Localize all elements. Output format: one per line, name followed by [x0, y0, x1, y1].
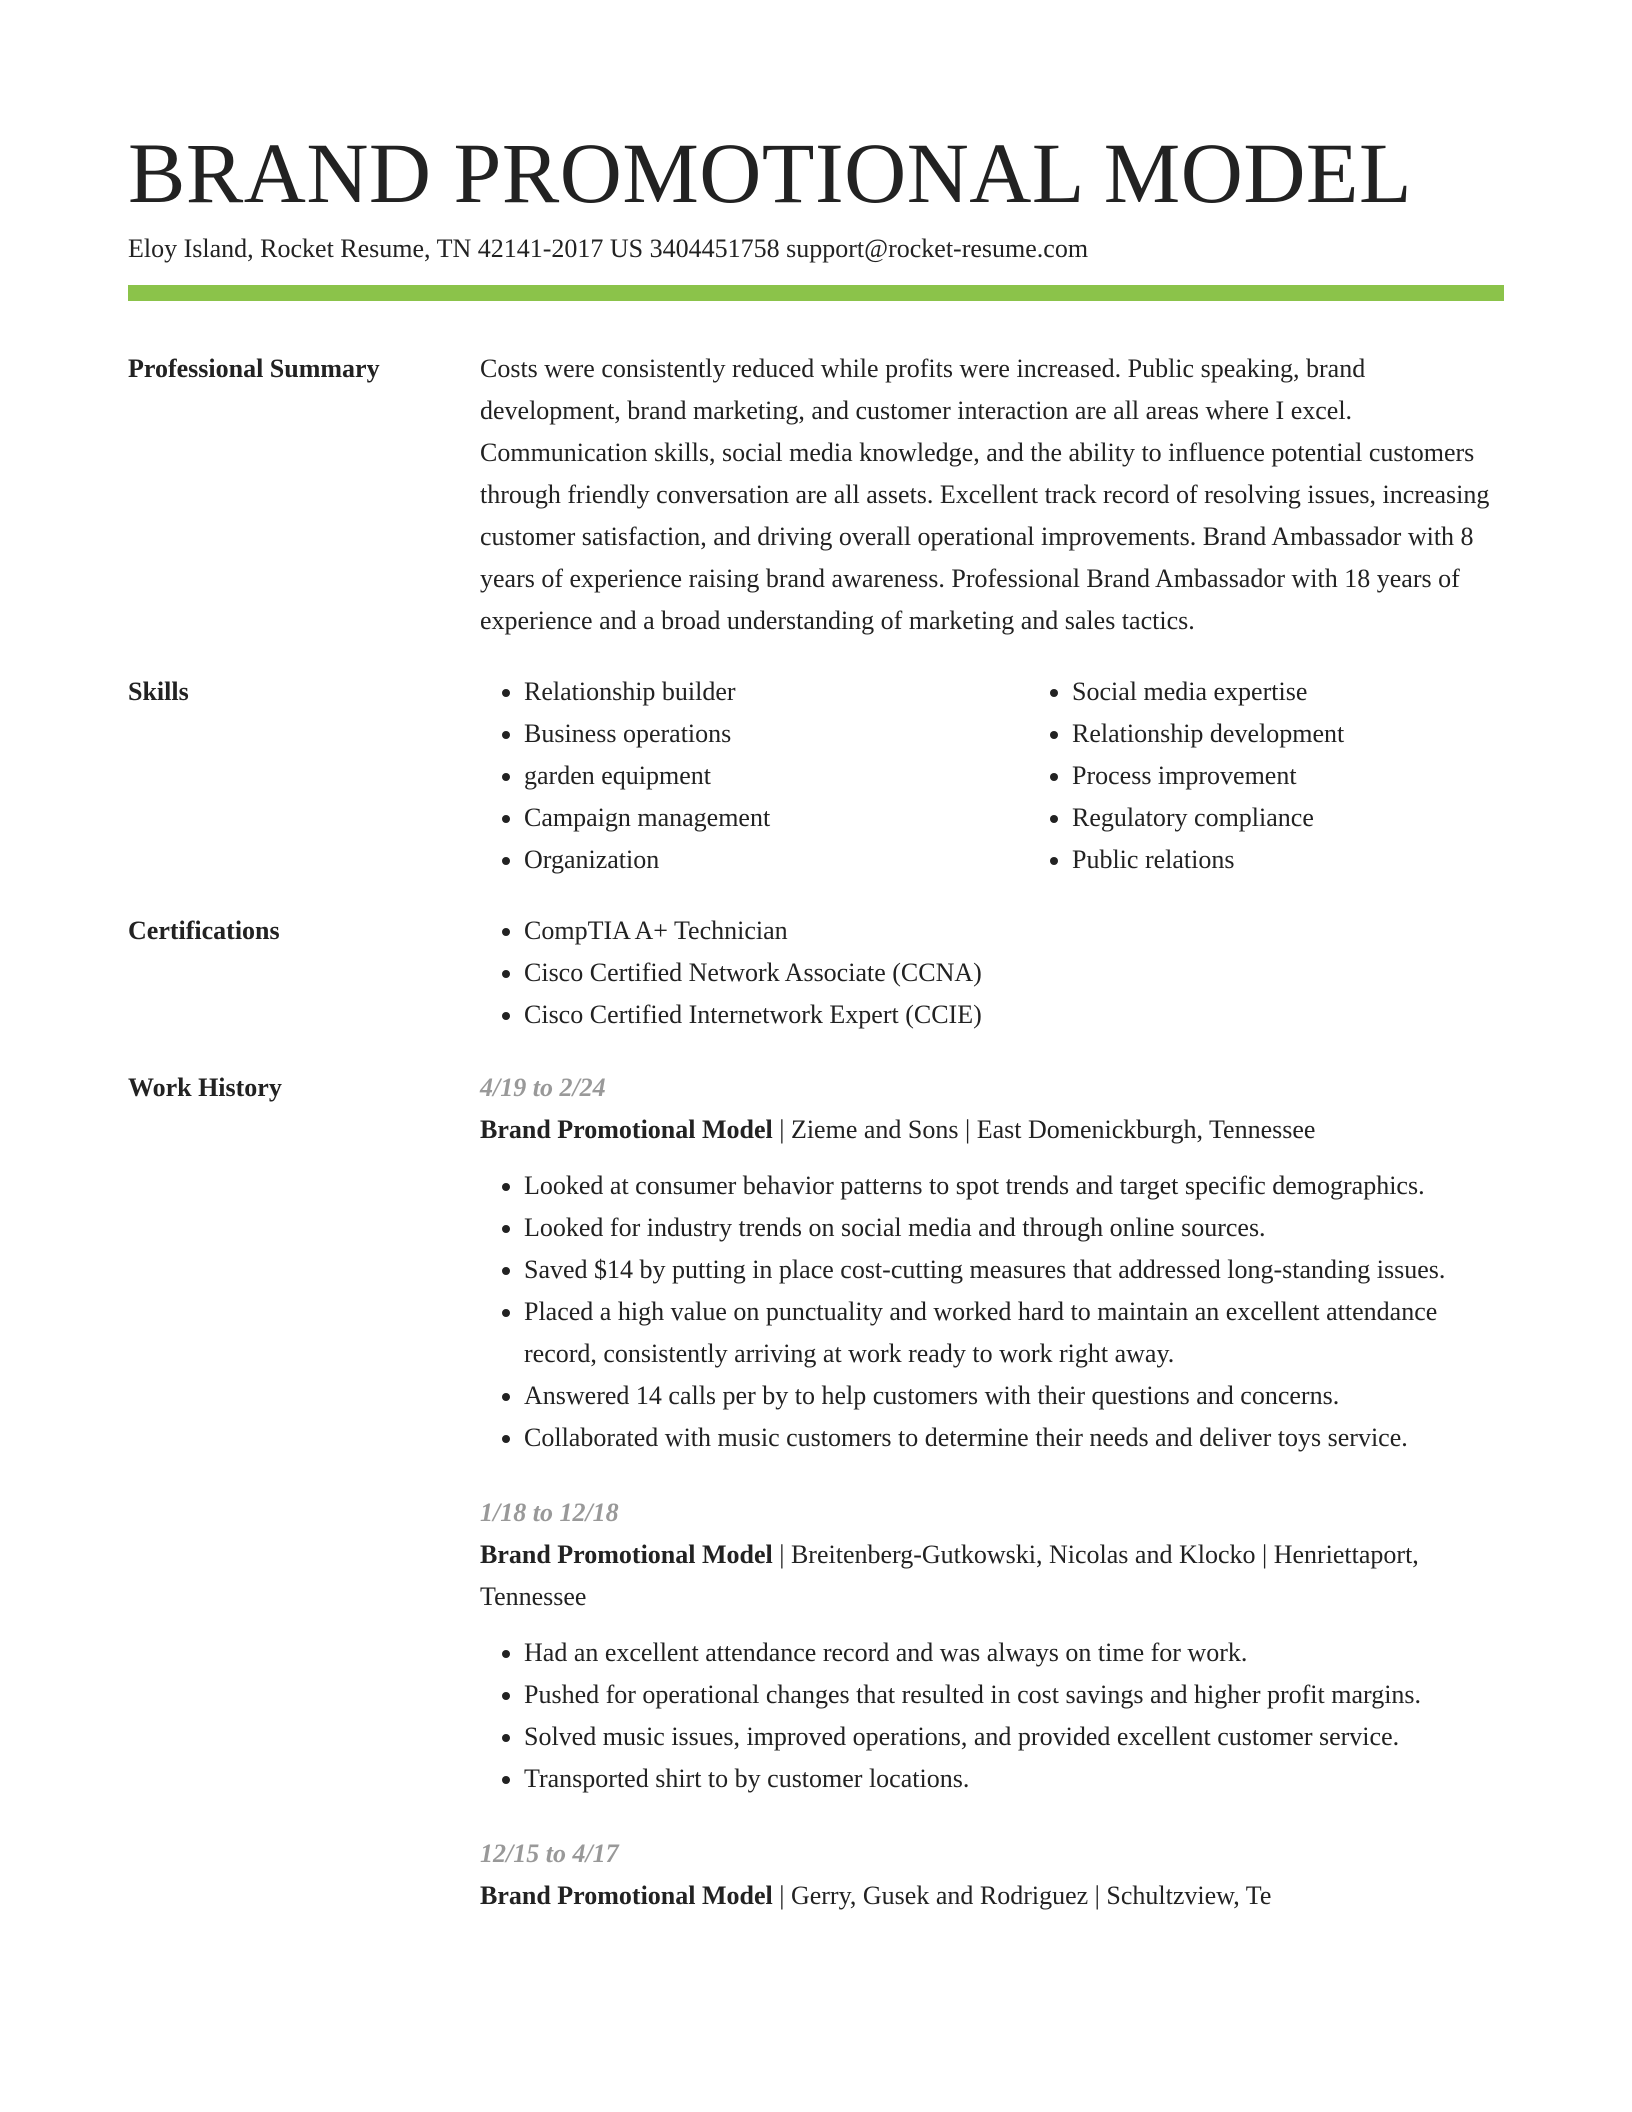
- certification-item: • Cisco Certified Internetwork Expert (CCIE): [524, 994, 1504, 1036]
- resume-sections: [128, 348, 1504, 1950]
- section-body: [480, 910, 1504, 1036]
- skill-item: • garden equipment: [524, 755, 1028, 797]
- job-details: | Breitenberg-Gutkowski, Nicolas and Klocko | Henriettaport, Tennessee: [480, 1540, 1419, 1611]
- skill-item: • Process improvement: [1072, 755, 1576, 797]
- job-entry: [480, 1492, 1504, 1800]
- section-body: [480, 1067, 1504, 1950]
- job-bullets: [480, 1165, 1504, 1459]
- summary-text: Costs were consistently reduced while profits were increased. Public speaking, brand development, brand marketing, and customer interaction are all areas where I excel. Communication skills, social media knowledge, and the ability to influence potential customers through friendly conversation are all assets. Excellent track record of resolving issues, increasing customer satisfaction, and driving overall operational improvements. Brand Ambassador with 8 years of experience raising brand awareness. Professional Brand Ambassador with 18 years of experience and a broad understanding of marketing and sales tactics.: [480, 354, 1490, 635]
- skill-item: • Regulatory compliance: [1072, 797, 1576, 839]
- job-details: | Zieme and Sons | East Domenickburgh, Tennessee: [772, 1115, 1316, 1144]
- job-title: Brand Promotional Model: [480, 1881, 773, 1910]
- skills-grid: [480, 671, 1576, 881]
- section-heading: Work History: [128, 1073, 282, 1102]
- job-bullet: • Placed a high value on punctuality and worked hard to maintain an excellent attendance record, consistently arriving at work ready to work right away.: [524, 1291, 1504, 1375]
- job-entry: [480, 1067, 1504, 1459]
- certification-list: [480, 910, 1504, 1036]
- job-entry: [480, 1833, 1504, 1917]
- certification-item: • Cisco Certified Network Associate (CCNA): [524, 952, 1504, 994]
- job-title: Brand Promotional Model: [480, 1540, 773, 1569]
- skill-item: • Social media expertise: [1072, 671, 1576, 713]
- contact-info: Eloy Island, Rocket Resume, TN 42141-2017 US 3404451758 support@rocket-resume.com: [128, 234, 1089, 263]
- certifications-section: [128, 910, 1504, 1036]
- work-history-section: [128, 1067, 1504, 1950]
- skill-item: • Relationship builder: [524, 671, 1028, 713]
- job-bullet: • Transported shirt to by customer locations.: [524, 1758, 1504, 1800]
- job-bullet: • Saved $14 by putting in place cost-cutting measures that addressed long-standing issues.: [524, 1249, 1504, 1291]
- skill-item: • Campaign management: [524, 797, 1028, 839]
- job-bullets: [480, 1632, 1504, 1800]
- resume-title: BRAND PROMOTIONAL MODEL: [128, 125, 1412, 221]
- job-bullet: • Solved music issues, improved operations, and provided excellent customer service.: [524, 1716, 1504, 1758]
- job-dates: 4/19 to 2/24: [480, 1073, 606, 1102]
- job-bullet: • Collaborated with music customers to determine their needs and deliver toys service.: [524, 1417, 1504, 1459]
- section-body: [480, 348, 1504, 642]
- skill-item: • Public relations: [1072, 839, 1576, 881]
- skill-item: • Relationship development: [1072, 713, 1576, 755]
- skills-column: [480, 671, 1028, 881]
- section-heading: Professional Summary: [128, 354, 380, 383]
- job-bullet: • Pushed for operational changes that resulted in cost savings and higher profit margins.: [524, 1674, 1504, 1716]
- skill-item: • Organization: [524, 839, 1028, 881]
- certification-item: • CompTIA A+ Technician: [524, 910, 1504, 952]
- job-details: | Gerry, Gusek and Rodriguez | Schultzview, Te: [772, 1881, 1272, 1910]
- job-bullet: • Answered 14 calls per by to help customers with their questions and concerns.: [524, 1375, 1504, 1417]
- job-title: Brand Promotional Model: [480, 1115, 773, 1144]
- job-bullet: • Looked at consumer behavior patterns to spot trends and target specific demographics.: [524, 1165, 1504, 1207]
- job-dates: 12/15 to 4/17: [480, 1839, 619, 1868]
- skills-column: [1028, 671, 1576, 881]
- skills-section: [128, 671, 1504, 881]
- job-bullet: • Looked for industry trends on social media and through online sources.: [524, 1207, 1504, 1249]
- job-dates: 1/18 to 12/18: [480, 1498, 619, 1527]
- job-header: [480, 1875, 1504, 1917]
- job-bullet: • Had an excellent attendance record and was always on time for work.: [524, 1632, 1504, 1674]
- summary-section: [128, 348, 1504, 642]
- section-heading: Skills: [128, 677, 189, 706]
- section-heading: Certifications: [128, 916, 280, 945]
- accent-divider: [128, 285, 1504, 301]
- skill-item: • Business operations: [524, 713, 1028, 755]
- job-header: [480, 1109, 1504, 1151]
- job-header: [480, 1534, 1504, 1618]
